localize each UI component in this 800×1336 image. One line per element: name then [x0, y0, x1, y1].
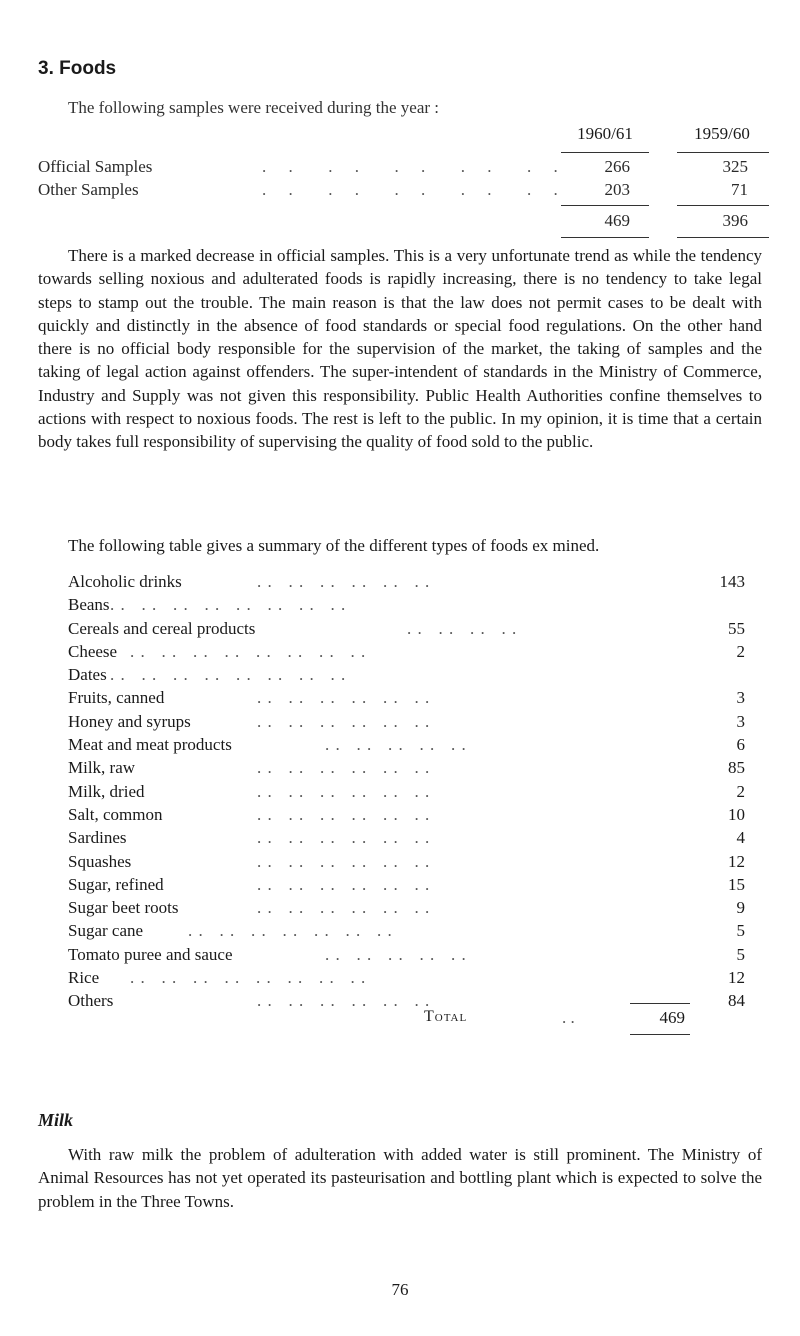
total-rule-2 — [677, 237, 769, 238]
header-rule-1 — [561, 152, 649, 153]
sample-row-label: Other Samples — [38, 180, 139, 199]
table-row — [68, 572, 768, 595]
total-label: Total — [424, 1008, 468, 1025]
leader-dots: . . . . . . . . . . — [262, 180, 567, 199]
food-name: Alcoholic drinks — [68, 572, 182, 591]
food-count: 143 — [719, 572, 745, 591]
leader-dots: . . . . . . . . — [407, 618, 518, 638]
table-row — [68, 688, 768, 711]
leader-dots: . . . . . . . . . . . . . . . . — [130, 641, 367, 661]
sample-value: 325 — [722, 157, 748, 176]
food-name: Beans — [68, 595, 110, 615]
food-name: Sugar cane — [68, 921, 144, 941]
sample-value: 71 — [731, 180, 748, 199]
food-count: 12 — [728, 851, 745, 871]
table-row — [68, 595, 768, 618]
food-name: Honey and syrups — [68, 711, 191, 731]
food-count: 5 — [736, 944, 745, 964]
table-row — [68, 665, 768, 688]
leader-dots: . . . . . . . . . . . . — [257, 874, 431, 894]
food-count: 85 — [728, 758, 745, 778]
subtotal-rule-1 — [561, 205, 649, 206]
food-count: 9 — [736, 898, 745, 918]
table-row — [68, 852, 768, 875]
food-count: 55 — [728, 618, 745, 638]
total-value: 469 — [659, 1008, 685, 1027]
table-row — [68, 968, 768, 991]
food-name: Milk, raw — [68, 758, 136, 778]
leader-dots: . . . . . . . . . . . . — [257, 711, 431, 731]
leader-dots: . . . . . . . . . . — [325, 735, 467, 755]
header-rule-2 — [677, 152, 769, 153]
table-row — [68, 828, 768, 851]
leader-dots: . . . . . . . . . . . . — [257, 898, 431, 918]
year-header-1960: 1960/61 — [577, 124, 633, 143]
leader-dots: . . — [562, 1008, 575, 1027]
sample-value: 266 — [604, 157, 630, 176]
food-name: Fruits, canned — [68, 688, 165, 708]
leader-dots: . . . . . . . . . . — [325, 944, 467, 964]
food-count: 6 — [736, 735, 745, 755]
leader-dots: . . . . . . . . . . . . . . . . — [110, 665, 347, 685]
food-name: Sardines — [68, 828, 127, 848]
food-name: Cheese — [68, 641, 118, 661]
leader-dots: . . . . . . . . . . . . — [257, 851, 431, 871]
food-name: Cereals and cereal products — [68, 618, 256, 638]
body-paragraph: There is a marked decrease in official samples. This is a very unfortunate trend as while the tendency towards selling noxious and adulterated foods is rapidly increasing, there is no tendency to take legal steps to stamp out the trouble. The main reason is that the law does not permit cases to be dealt with quickly and distinctly in the absence of food standards or special food regulations. On the other hand there is no official body responsible for the supervision of the market, the taking of samples and the taking of legal action against offenders. The super-intendent of standards in the Ministry of Commerce, Industry and Supply was not given this responsibility. Public Health Authorities confine themselves to actions with respect to noxious foods. The rest is left to the public. In my opinion, it is time that a certain body takes full responsibility of supervising the quality of food sold to the public. — [38, 246, 762, 452]
table-row — [68, 898, 768, 921]
sample-total: 396 — [722, 211, 748, 230]
sample-total: 469 — [604, 211, 630, 230]
table-row — [68, 875, 768, 898]
food-count: 5 — [736, 921, 745, 941]
leader-dots: . . . . . . . . . . . . — [257, 781, 431, 801]
food-count: 84 — [728, 991, 745, 1011]
food-name: Meat and meat products — [68, 735, 232, 755]
table-row — [68, 619, 768, 642]
leader-dots: . . . . . . . . . . . . — [257, 828, 431, 848]
page-number: 76 — [391, 1280, 409, 1299]
food-name: Tomato puree and sauce — [68, 944, 233, 964]
leader-dots: . . . . . . . . . . . . . . — [188, 921, 393, 941]
table-row — [68, 712, 768, 735]
foods-table — [68, 572, 768, 1015]
food-name: Salt, common — [68, 804, 163, 824]
table-row — [68, 921, 768, 944]
food-name: Rice — [68, 968, 100, 988]
year-header-1959: 1959/60 — [694, 124, 750, 143]
food-count: 3 — [736, 688, 745, 708]
table-row — [68, 805, 768, 828]
sample-value: 203 — [604, 180, 630, 199]
table-intro: The following table gives a summary of the different types of foods ex mined. — [68, 536, 600, 555]
food-count: 3 — [736, 711, 745, 731]
leader-dots: . . . . . . . . . . . . — [257, 758, 431, 778]
food-name: Sugar, refined — [68, 874, 164, 894]
leader-dots: . . . . . . . . . . . . — [257, 688, 431, 708]
food-count: 4 — [736, 828, 745, 848]
subtotal-rule-2 — [677, 205, 769, 206]
table-rule — [630, 1034, 690, 1035]
samples-intro: The following samples were received during the year : — [68, 98, 440, 117]
leader-dots: . . . . . . . . . . . . — [257, 572, 431, 591]
table-rule — [630, 1003, 690, 1004]
leader-dots: . . . . . . . . . . . . . . . . — [110, 595, 347, 615]
leader-dots: . . . . . . . . . . . . . . . . — [130, 968, 367, 988]
leader-dots: . . . . . . . . . . . . — [257, 804, 431, 824]
sample-row-label: Official Samples — [38, 157, 153, 176]
food-count: 2 — [736, 781, 745, 801]
food-name: Sugar beet roots — [68, 898, 179, 918]
table-row — [68, 735, 768, 758]
leader-dots: . . . . . . . . . . . . — [257, 991, 431, 1011]
milk-paragraph: With raw milk the problem of adulteration with added water is still prominent. The Ministry of Animal Resources has not yet operated its pasteurisation and bottling plant which is expected to solve the problem in the Three Towns. — [38, 1145, 762, 1211]
total-rule-1 — [561, 237, 649, 238]
leader-dots: . . . . . . . . . . — [262, 157, 567, 176]
table-row — [68, 782, 768, 805]
food-count: 15 — [728, 874, 745, 894]
food-count: 12 — [728, 968, 745, 988]
food-name: Dates — [68, 665, 107, 685]
food-name: Milk, dried — [68, 781, 145, 801]
food-name: Others — [68, 991, 114, 1011]
table-row — [68, 945, 768, 968]
section-heading: 3. Foods — [38, 58, 117, 79]
food-count: 10 — [728, 804, 745, 824]
table-row — [68, 758, 768, 781]
food-name: Squashes — [68, 851, 132, 871]
table-row — [68, 642, 768, 665]
food-count: 2 — [736, 641, 745, 661]
milk-heading: Milk — [38, 1110, 74, 1130]
